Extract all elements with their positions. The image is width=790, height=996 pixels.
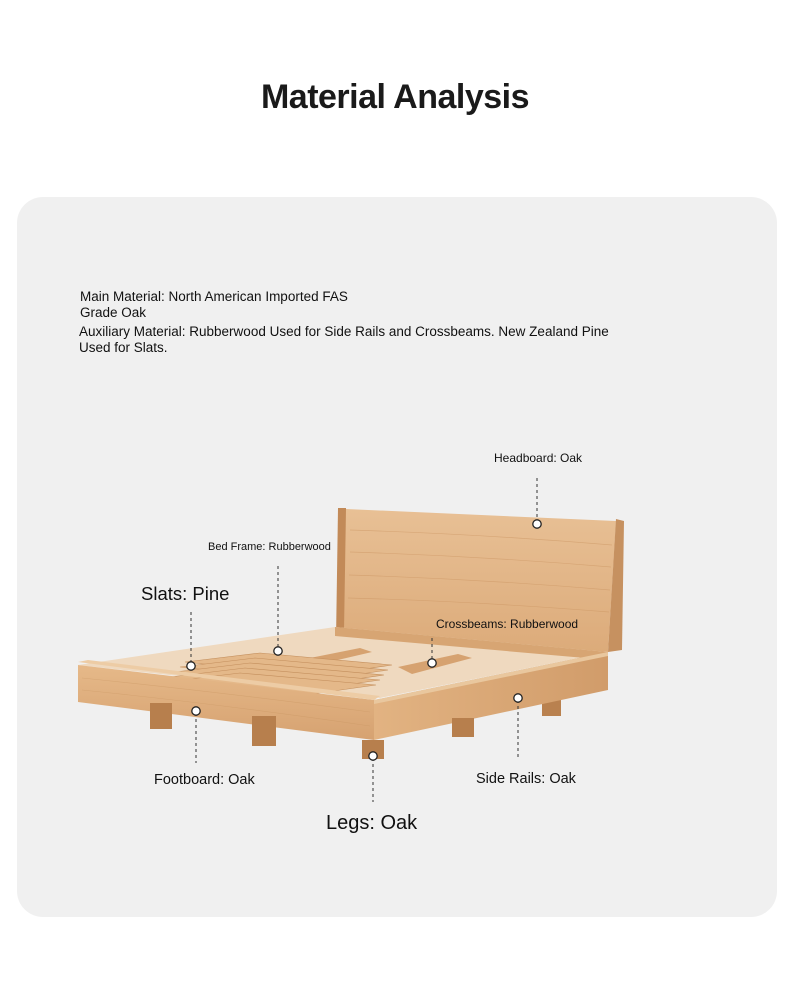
legs-marker: [369, 752, 377, 760]
footboard-marker: [192, 707, 200, 715]
headboard-marker: [533, 520, 541, 528]
crossbeams-marker: [428, 659, 436, 667]
auxiliary-material-text: Auxiliary Material: Rubberwood Used for Side Rails and Crossbeams. New Zealand Pine Used for Slats.: [79, 324, 609, 355]
headboard-label: Headboard: Oak: [494, 451, 583, 465]
crossbeams-label: Crossbeams: Rubberwood: [436, 617, 579, 631]
bed-frame-label: Bed Frame: Rubberwood: [208, 541, 331, 553]
footboard-label: Footboard: Oak: [154, 772, 255, 788]
legs-label: Legs: Oak: [326, 812, 418, 834]
page-title: Material Analysis: [260, 78, 530, 116]
side-rails-marker: [514, 694, 522, 702]
slats-label: Slats: Pine: [141, 583, 230, 604]
slats-marker: [187, 662, 195, 670]
bed-frame-marker: [274, 647, 282, 655]
main-material-text: Main Material: North American Imported FAS Grade Oak: [80, 289, 348, 320]
side-rails-label: Side Rails: Oak: [476, 771, 576, 787]
